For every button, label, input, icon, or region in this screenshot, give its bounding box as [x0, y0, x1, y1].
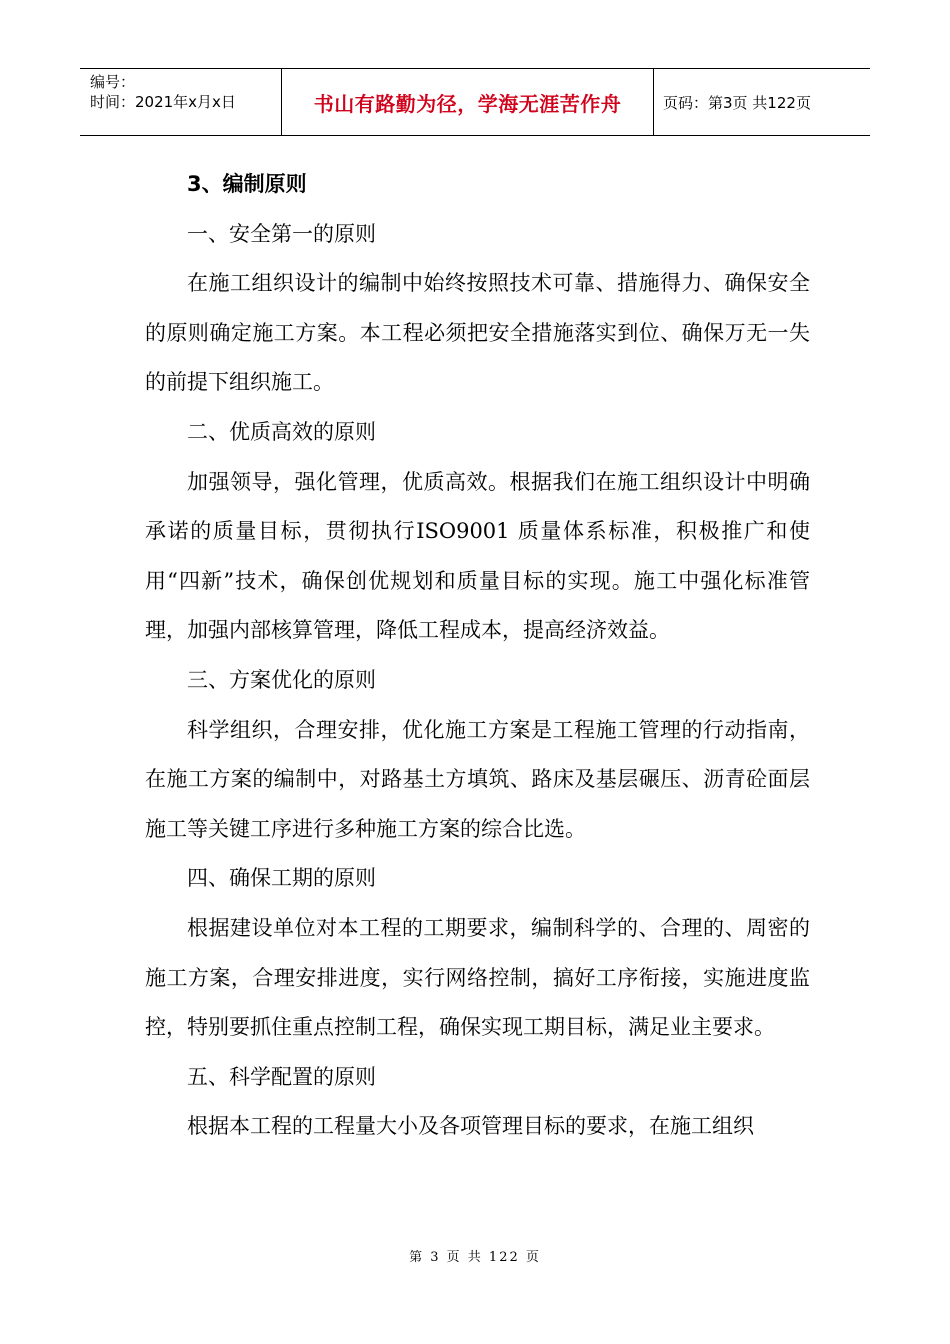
footer-page-number: 第 3 页 共 122 页: [409, 1250, 541, 1265]
document-body: [145, 160, 810, 1152]
subheading-schedule: 四、确保工期的原则: [187, 866, 376, 891]
paragraph-safety: 在施工组织设计的编制中始终按照技术可靠、措施得力、确保安全的原则确定施工方案。本工程必须把安全措施落实到位、确保万无一失的前提下组织施工。: [145, 271, 810, 395]
date-label: 时间：2021年x月x日: [90, 93, 236, 111]
motto-text: 书山有路勤为径，学海无涯苦作舟: [313, 91, 622, 116]
subheading-allocation: 五、科学配置的原则: [187, 1064, 376, 1089]
header-page-cell: [654, 69, 870, 135]
subheading-optimization: 三、方案优化的原则: [187, 667, 376, 692]
header-meta-cell: [80, 69, 282, 135]
section-title: 3、编制原则: [187, 172, 307, 196]
header-page-info: 页码：第3页 共122页: [663, 93, 811, 112]
paragraph-allocation: 根据本工程的工程量大小及各项管理目标的要求，在施工组织: [187, 1114, 754, 1139]
doc-number-label: 编号：: [90, 73, 136, 91]
page-footer: [0, 1246, 950, 1265]
paragraph-optimization: 科学组织，合理安排，优化施工方案是工程施工管理的行动指南，在施工方案的编制中，对路基土方填筑、路床及基层碾压、沥青砼面层施工等关键工序进行多种施工方案的综合比选。: [145, 717, 810, 841]
paragraph-quality: 加强领导，强化管理，优质高效。根据我们在施工组织设计中明确承诺的质量目标，贯彻执行ISO9001 质量体系标准，积极推广和使用“四新”技术，确保创优规划和质量目标的实现。施工中强化标准管理，加强内部核算管理，降低工程成本，提高经济效益。: [145, 469, 810, 643]
page-header: [80, 68, 870, 136]
paragraph-schedule: 根据建设单位对本工程的工期要求，编制科学的、合理的、周密的施工方案，合理安排进度，实行网络控制，搞好工序衔接，实施进度监控，特别要抓住重点控制工程，确保实现工期目标，满足业主要求。: [145, 915, 810, 1040]
header-motto-cell: [282, 69, 654, 135]
subheading-safety: 一、安全第一的原则: [187, 221, 376, 246]
subheading-quality: 二、优质高效的原则: [187, 419, 376, 444]
